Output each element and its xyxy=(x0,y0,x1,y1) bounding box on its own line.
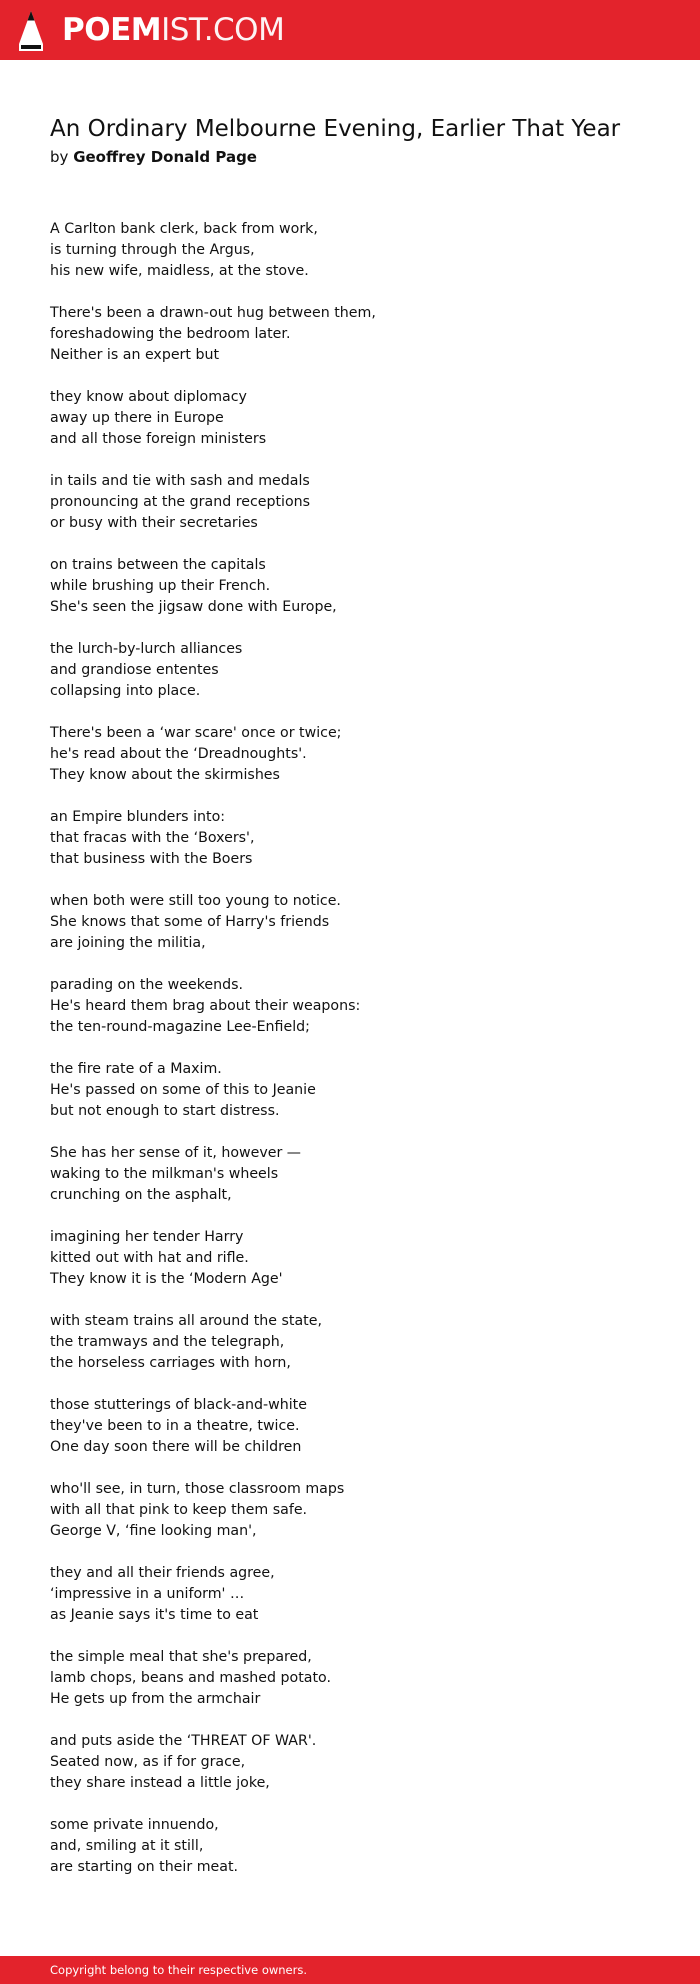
poem-stanza xyxy=(50,639,670,702)
poem-stanza xyxy=(50,1647,670,1710)
poem-line: with all that pink to keep them safe. xyxy=(50,1502,308,1518)
poem-line: There's been a drawn-out hug between them, xyxy=(50,305,376,321)
poem-stanza xyxy=(50,807,670,870)
poem-stanza xyxy=(50,387,670,450)
poem-line: crunching on the asphalt, xyxy=(50,1187,232,1203)
footer-bar xyxy=(0,1956,700,1984)
poem-stanza xyxy=(50,891,670,954)
poem-line: pronouncing at the grand receptions xyxy=(50,494,311,510)
poem-line: waking to the milkman's wheels xyxy=(50,1166,279,1182)
poem-stanza xyxy=(50,1563,670,1626)
header-bar xyxy=(0,0,700,60)
poem-line: are joining the militia, xyxy=(50,935,206,951)
poem-stanza xyxy=(50,555,670,618)
poem-line: or busy with their secretaries xyxy=(50,515,258,531)
poem-line: and, smiling at it still, xyxy=(50,1838,204,1854)
poem-stanza xyxy=(50,1059,670,1122)
author-name: Geoffrey Donald Page xyxy=(73,148,257,166)
poem-line: and grandiose ententes xyxy=(50,662,219,678)
by-prefix: by xyxy=(50,148,69,166)
poem-title: An Ordinary Melbourne Evening, Earlier That Year xyxy=(50,116,621,142)
poem-stanza xyxy=(50,219,670,282)
poem-line: He gets up from the armchair xyxy=(50,1691,261,1707)
poem-line: Neither is an expert but xyxy=(50,347,220,363)
poem-heading xyxy=(50,112,670,168)
poem-line: He's heard them brag about their weapons: xyxy=(50,998,361,1014)
logo-light-text: IST.COM xyxy=(161,12,285,48)
poem-line: There's been a ‘war scare' once or twice; xyxy=(50,725,342,741)
poem-stanza xyxy=(50,303,670,366)
poem-line: collapsing into place. xyxy=(50,683,201,699)
poem-stanza xyxy=(50,1395,670,1458)
copyright-text: Copyright belong to their respective owners. xyxy=(50,1963,308,1977)
poem-stanza xyxy=(50,1227,670,1290)
poem-line: while brushing up their French. xyxy=(50,578,271,594)
poem-line: kitted out with hat and rifle. xyxy=(50,1250,249,1266)
poem-line: parading on the weekends. xyxy=(50,977,244,993)
poem-line: the simple meal that she's prepared, xyxy=(50,1649,312,1665)
poem-line: when both were still too young to notice. xyxy=(50,893,341,909)
poem-line: his new wife, maidless, at the stove. xyxy=(50,263,309,279)
poem-line: She knows that some of Harry's friends xyxy=(50,914,330,930)
poem-stanza xyxy=(50,1815,670,1878)
pencil-logo-icon[interactable] xyxy=(19,11,43,51)
poem-line: the fire rate of a Maxim. xyxy=(50,1061,222,1077)
poem-stanza xyxy=(50,1731,670,1794)
poem-line: but not enough to start distress. xyxy=(50,1103,280,1119)
poem-line: imagining her tender Harry xyxy=(50,1229,244,1245)
poem-line: they know about diplomacy xyxy=(50,389,247,405)
poem-line: foreshadowing the bedroom later. xyxy=(50,326,291,342)
byline xyxy=(50,146,670,168)
poem-line: some private innuendo, xyxy=(50,1817,219,1833)
poem-line: She's seen the jigsaw done with Europe, xyxy=(50,599,337,615)
poem-stanza xyxy=(50,723,670,786)
poem-line: he's read about the ‘Dreadnoughts'. xyxy=(50,746,307,762)
poem-line: that fracas with the ‘Boxers', xyxy=(50,830,255,846)
poem-line: He's passed on some of this to Jeanie xyxy=(50,1082,316,1098)
poem-line: They know it is the ‘Modern Age' xyxy=(50,1271,283,1287)
poem-stanza xyxy=(50,471,670,534)
logo-bold-text: POEM xyxy=(62,12,162,48)
poem-line: lamb chops, beans and mashed potato. xyxy=(50,1670,331,1686)
poem-line: and puts aside the ‘THREAT OF WAR'. xyxy=(50,1733,317,1749)
poem-line: with steam trains all around the state, xyxy=(50,1313,322,1329)
poem-line: that business with the Boers xyxy=(50,851,253,867)
poem-stanza xyxy=(50,975,670,1038)
poem-line: they share instead a little joke, xyxy=(50,1775,270,1791)
poem-line: who'll see, in turn, those classroom maps xyxy=(50,1481,345,1497)
poem-line: the horseless carriages with horn, xyxy=(50,1355,291,1371)
poem-line: ‘impressive in a uniform' … xyxy=(50,1586,245,1602)
poem-line: A Carlton bank clerk, back from work, xyxy=(50,221,318,237)
poem-line: those stutterings of black-and-white xyxy=(50,1397,307,1413)
poem-line: Seated now, as if for grace, xyxy=(50,1754,246,1770)
poem-line: in tails and tie with sash and medals xyxy=(50,473,310,489)
poem-line: They know about the skirmishes xyxy=(50,767,280,783)
poem-stanza xyxy=(50,1311,670,1374)
poem-line: on trains between the capitals xyxy=(50,557,266,573)
poem-line: One day soon there will be children xyxy=(50,1439,302,1455)
poem-line: She has her sense of it, however — xyxy=(50,1145,301,1161)
poem-body xyxy=(50,219,670,1899)
poem-line: as Jeanie says it's time to eat xyxy=(50,1607,259,1623)
poem-line: and all those foreign ministers xyxy=(50,431,267,447)
poem-line: they and all their friends agree, xyxy=(50,1565,275,1581)
site-logo[interactable] xyxy=(62,10,284,50)
poem-line: the ten-round-magazine Lee-Enfield; xyxy=(50,1019,310,1035)
poem-line: is turning through the Argus, xyxy=(50,242,255,258)
poem-line: George V, ‘fine looking man', xyxy=(50,1523,257,1539)
poem-line: are starting on their meat. xyxy=(50,1859,239,1875)
poem-line: the lurch-by-lurch alliances xyxy=(50,641,243,657)
poem-line: away up there in Europe xyxy=(50,410,224,426)
poem-stanza xyxy=(50,1143,670,1206)
poem-stanza xyxy=(50,1479,670,1542)
poem-line: the tramways and the telegraph, xyxy=(50,1334,285,1350)
poem-line: an Empire blunders into: xyxy=(50,809,226,825)
poem-line: they've been to in a theatre, twice. xyxy=(50,1418,300,1434)
